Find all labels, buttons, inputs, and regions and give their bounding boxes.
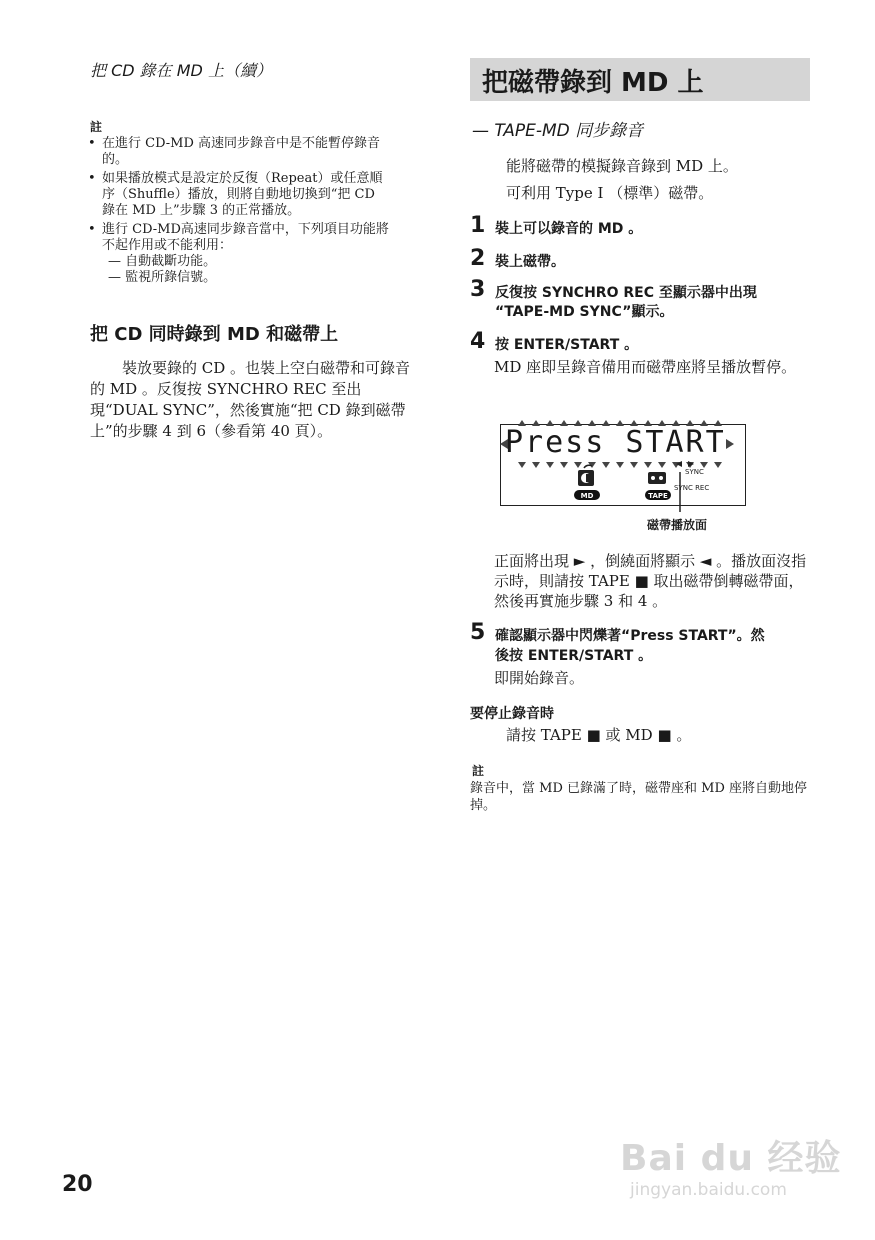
step-text-4: 按 ENTER/START 。 (495, 337, 639, 353)
display-text: Press START (505, 425, 726, 460)
step-text-5b: 後按 ENTER/START 。 (495, 648, 653, 664)
subtitle: — TAPE-MD 同步錄音 (472, 121, 644, 141)
step-number-5: 5 (470, 620, 486, 645)
step-desc-4: MD 座即呈錄音備用而磁帶座將呈播放暫停。 (494, 358, 797, 376)
step-text-2: 裝上磁帶。 (495, 254, 565, 270)
notes-list (88, 136, 433, 289)
note-label-2: 註 (472, 764, 485, 778)
md-label: MD (580, 492, 594, 500)
step-number-2: 2 (470, 246, 486, 271)
sync-label: SYNC (685, 468, 704, 476)
step-number-1: 1 (470, 213, 486, 238)
display-caption: 磁帶播放面 (647, 518, 708, 532)
running-header: 把 CD 錄在 MD 上（續） (90, 61, 272, 80)
blink-right-arrow (726, 439, 734, 449)
step-text-3b: “TAPE-MD SYNC”顯示。 (495, 304, 674, 320)
record-arrow-icon (584, 465, 592, 468)
cassette-icon (648, 472, 666, 484)
step-number-4: 4 (470, 329, 486, 354)
stop-instruction: 請按 TAPE ■ 或 MD ■ 。 (506, 726, 692, 744)
list-item: • 如果播放模式是設定於反復（Repeat）或任意順 序（Shuffle）播放，則將自動地切換到“把 CD 錄在 MD 上”步驟 3 的正常播放。 (88, 171, 433, 219)
step-desc-5: 即開始錄音。 (494, 669, 585, 687)
step-text-1: 裝上可以錄音的 MD 。 (495, 221, 643, 237)
step-number-3: 3 (470, 277, 486, 302)
note-label: 註 (90, 120, 103, 134)
page-title: 把磁帶錄到 MD 上 (482, 68, 704, 98)
watermark-url: jingyan.baidu.com (630, 1180, 787, 1200)
intro-line-1: 能將磁帶的模擬錄音錄到 MD 上。 (506, 157, 738, 175)
note-text: 錄音中，當 MD 已錄滿了時，磁帶座和 MD 座將自動地停掉。 (470, 781, 807, 813)
tape-label: TAPE (648, 492, 668, 500)
after-display-text: 正面將出現 ► ，倒繞面將顯示 ◄ 。播放面沒指示時，則請按 TAPE ■ 取出磁帶倒轉磁帶面，然後再實施步驟 3 和 4 。 (494, 552, 807, 610)
page-number: 20 (62, 1172, 93, 1197)
step-text-3: 反復按 SYNCHRO REC 至顯示器中出現 (495, 285, 757, 301)
section-paragraph: 裝放要錄的 CD 。也裝上空白磁帶和可錄音的 MD 。反復按 SYNCHRO REC 至出現“DUAL SYNC”，然後實施“把 CD 錄到磁帶上”的步驟 4 到 6（參看第 40 頁）。 (90, 359, 411, 440)
list-item: • 進行 CD-MD高速同步錄音當中，下列項目功能將 不起作用或不能利用： — 自動截斷功能。 — 監視所錄信號。 (88, 222, 433, 286)
section-heading-cd-tape-md: 把 CD 同時錄到 MD 和磁帶上 (90, 324, 339, 345)
stop-heading: 要停止錄音時 (470, 706, 554, 722)
watermark-logo: Bai du 经验 (620, 1138, 842, 1179)
sync-rec-label: SYNC REC (674, 484, 710, 492)
intro-line-2: 可利用 Type Ⅰ （標準）磁帶。 (506, 184, 714, 202)
step-text-5: 確認顯示器中閃爍著“Press START”。然 (495, 628, 765, 644)
list-item: • 在進行 CD-MD 高速同步錄音中是不能暫停錄音 的。 (88, 136, 433, 168)
